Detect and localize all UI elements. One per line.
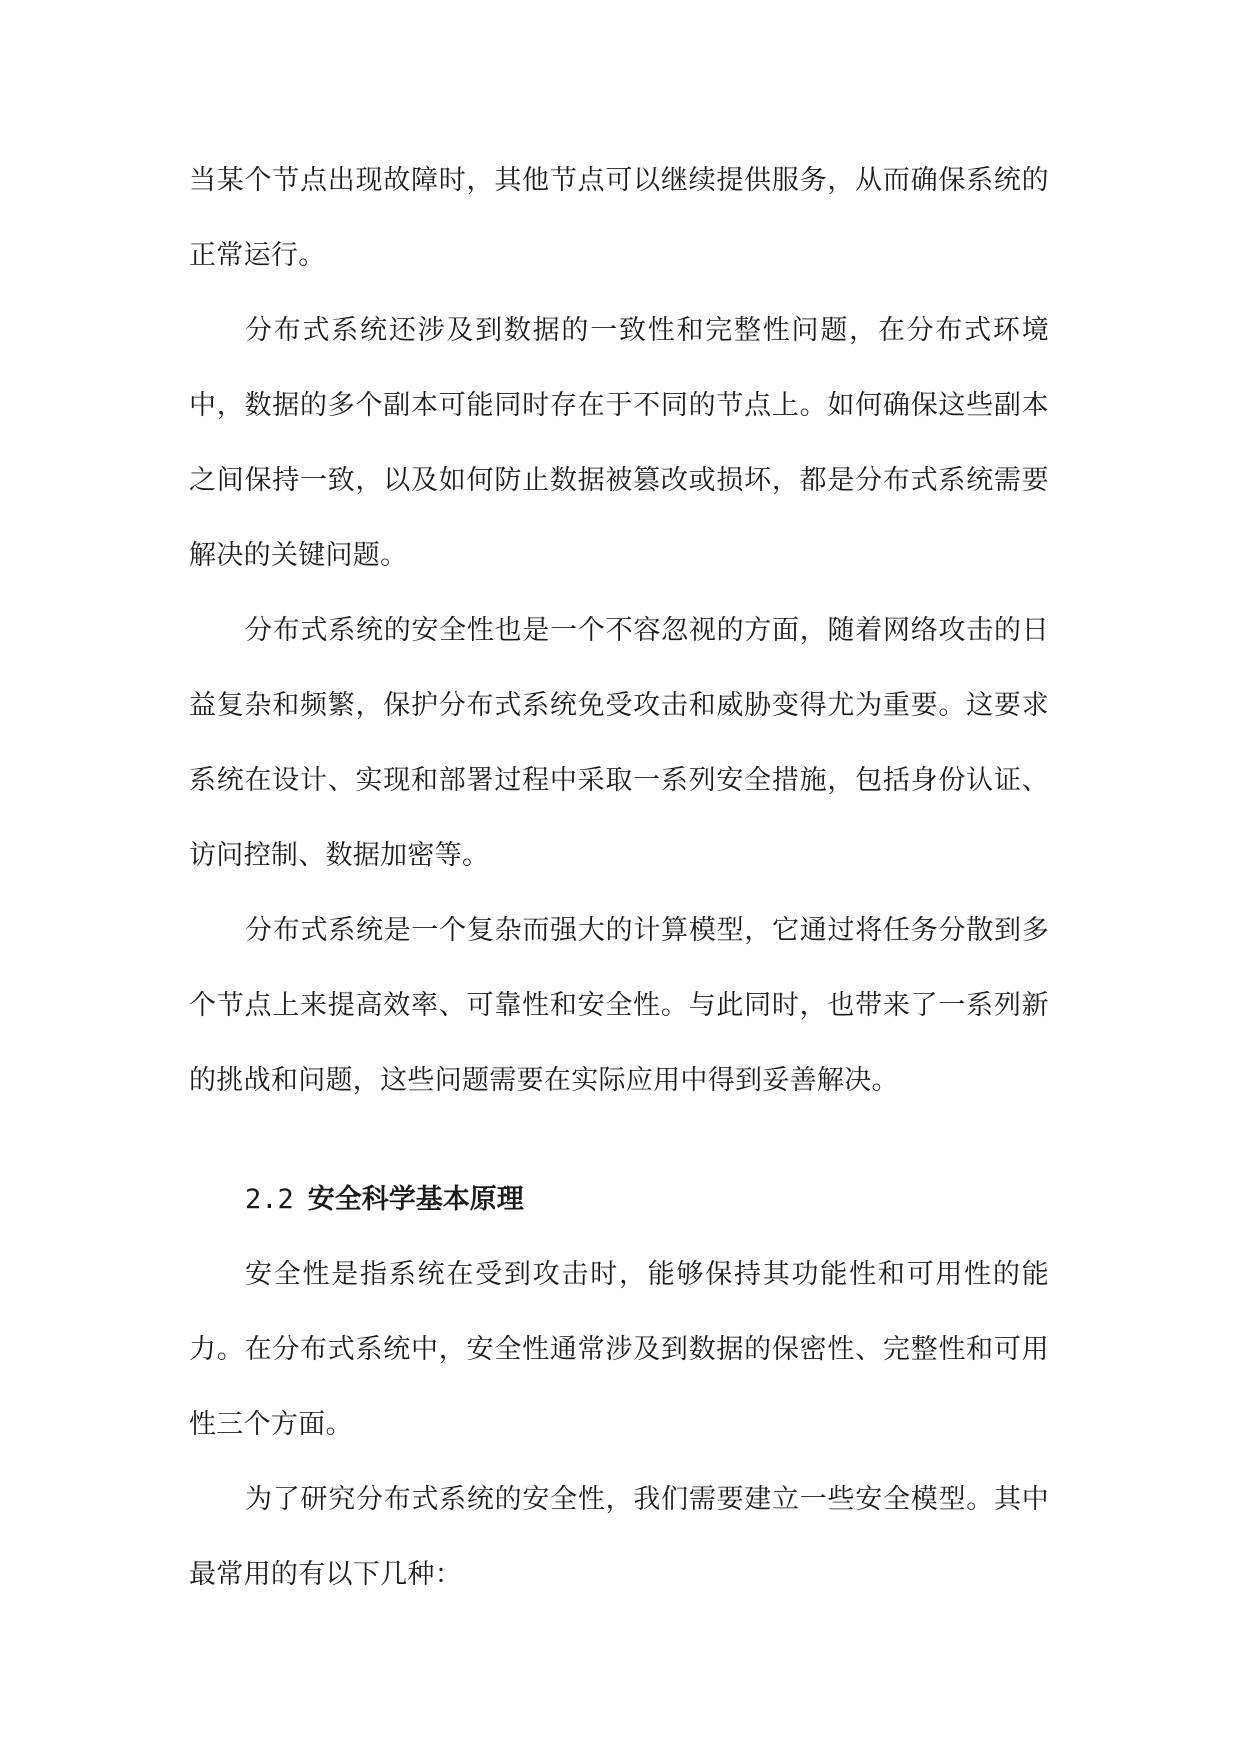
paragraph: 当某个节点出现故障时，其他节点可以继续提供服务，从而确保系统的正常运行。: [189, 165, 1049, 271]
document-body: [189, 143, 1049, 1612]
section-title: 安全科学基本原理: [307, 1184, 524, 1215]
paragraph: 为了研究分布式系统的安全性，我们需要建立一些安全模型。其中最常用的有以下几种：: [189, 1484, 1049, 1590]
section-heading: [189, 1162, 1049, 1237]
paragraph: 安全性是指系统在受到攻击时，能够保持其功能性和可用性的能力。在分布式系统中，安全性通常涉及到数据的保密性、完整性和可用性三个方面。: [189, 1259, 1049, 1440]
paragraph: 分布式系统的安全性也是一个不容忽视的方面，随着网络攻击的日益复杂和频繁，保护分布式系统免受攻击和威胁变得尤为重要。这要求系统在设计、实现和部署过程中采取一系列安全措施，包括身份认证、访问控制、数据加密等。: [189, 615, 1049, 871]
paragraph: 分布式系统还涉及到数据的一致性和完整性问题，在分布式环境中，数据的多个副本可能同时存在于不同的节点上。如何确保这些副本之间保持一致，以及如何防止数据被篡改或损坏，都是分布式系统需要解决的关键问题。: [189, 315, 1049, 571]
paragraph: 分布式系统是一个复杂而强大的计算模型，它通过将任务分散到多个节点上来提高效率、可靠性和安全性。与此同时，也带来了一系列新的挑战和问题，这些问题需要在实际应用中得到妥善解决。: [189, 915, 1049, 1096]
section-number: 2.2: [245, 1184, 294, 1215]
